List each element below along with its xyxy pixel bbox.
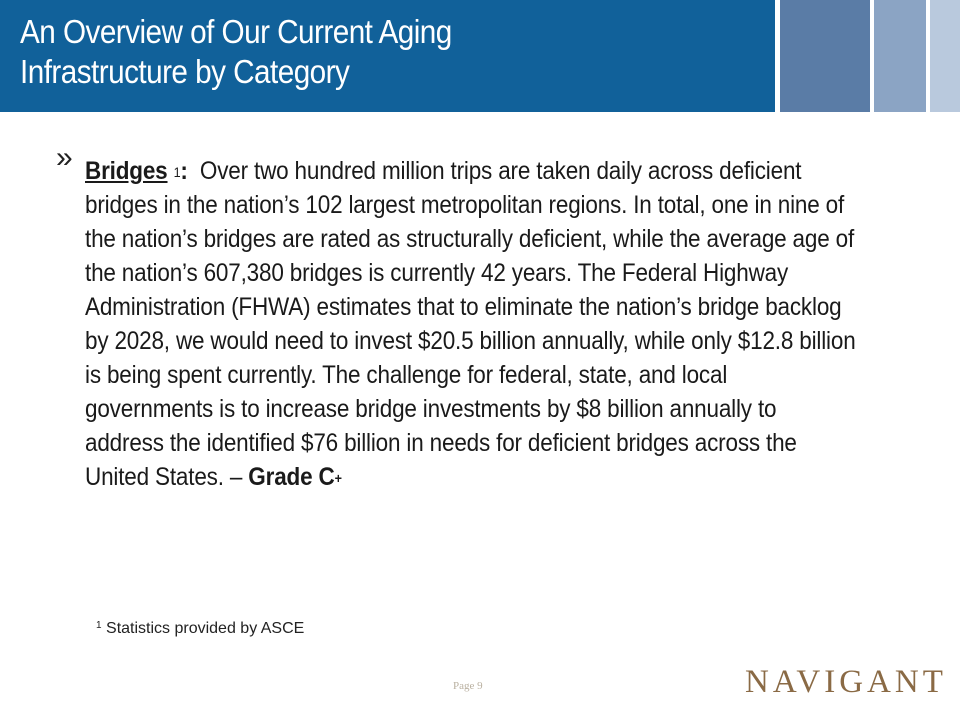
slide-title-line2: Infrastructure by Category: [20, 53, 350, 90]
decorative-stripe-3: [930, 0, 960, 112]
footnote-marker: 1: [96, 620, 102, 631]
bullet-text: Over two hundred million trips are taken daily across deficient bridges in the nation’s 102 largest metropolitan regions. In total, one in nine of the nation’s bridges are rated as structurally deficient, while the average age of the nation’s 607,380 bridges is currently 42 years. The Federal Highway Administration (FHWA) estimates that to eliminate the nation’s bridge backlog by 2028, we would need to invest $20.5 billion annually, while only $12.8 billion is being spent currently. The challenge for federal, state, and local governments is to increase bridge investments by $8 billion annually to address the identified $76 billion in needs for deficient bridges across the United States. –: [85, 157, 856, 491]
grade-label: Grade C: [248, 463, 335, 491]
bullet-marker: »: [56, 141, 73, 174]
navigant-logo: NAVIGANT: [745, 664, 947, 700]
bullet-term: Bridges: [85, 157, 168, 185]
grade-superscript: +: [334, 470, 342, 486]
slide-title: [20, 12, 452, 92]
slide-title-line1: An Overview of Our Current Aging: [20, 13, 452, 50]
page-number: Page 9: [453, 680, 483, 692]
footnote: [96, 620, 304, 638]
decorative-stripe-2: [874, 0, 926, 112]
term-superscript: 1: [173, 164, 181, 180]
term-colon: :: [180, 157, 188, 185]
bullet-paragraph: [85, 154, 859, 494]
header-banner: [0, 0, 775, 112]
decorative-stripe-1: [780, 0, 870, 112]
footnote-text: Statistics provided by ASCE: [106, 620, 305, 637]
